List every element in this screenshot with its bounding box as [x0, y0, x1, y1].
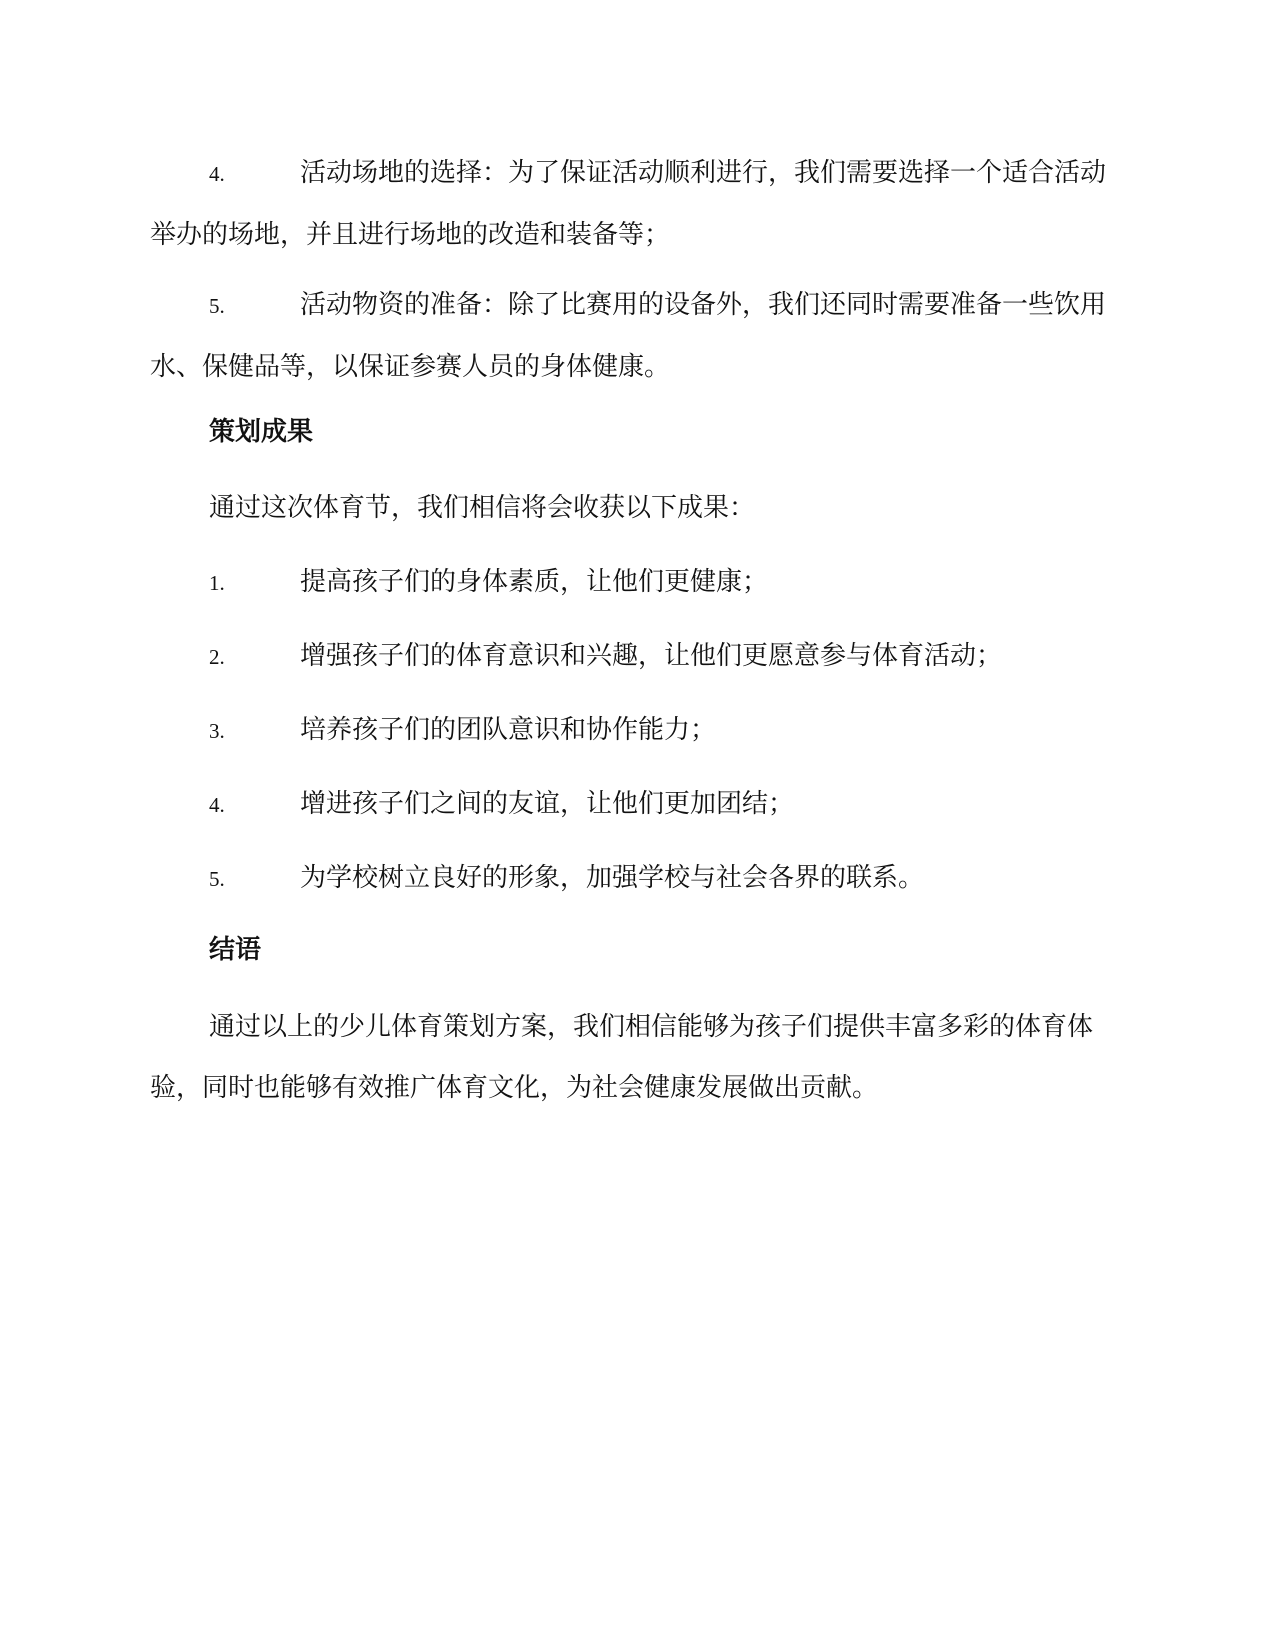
list-item — [150, 626, 1116, 688]
list-item-number: 5. — [209, 294, 225, 318]
section-heading-conclusion: 结语 — [209, 935, 262, 965]
list-item — [150, 143, 1116, 266]
list-item-text: 培养孩子们的团队意识和协作能力； — [300, 715, 717, 745]
results-intro: 通过这次体育节，我们相信将会收获以下成果： — [209, 493, 756, 523]
list-item — [150, 848, 1116, 910]
section-heading-results: 策划成果 — [209, 417, 314, 447]
list-item — [150, 275, 1116, 398]
list-item-number: 4. — [209, 162, 225, 186]
conclusion-paragraph: 通过以上的少儿体育策划方案，我们相信能够为孩子们提供丰富多彩的体育体验，同时也能够有效推广体育文化，为社会健康发展做出贡献。 — [150, 1012, 1094, 1103]
list-item — [150, 700, 1116, 762]
list-item-text: 增进孩子们之间的友谊，让他们更加团结； — [300, 789, 795, 819]
list-item-text: 为学校树立良好的形象，加强学校与社会各界的联系。 — [300, 863, 925, 893]
list-item-number: 4. — [209, 793, 225, 817]
list-item — [150, 774, 1116, 836]
list-item — [150, 552, 1116, 614]
list-item-text: 活动场地的选择：为了保证活动顺利进行，我们需要选择一个适合活动举办的场地，并且进行场地的改造和装备等； — [150, 158, 1107, 250]
list-item-number: 5. — [209, 867, 225, 891]
list-item-text: 增强孩子们的体育意识和兴趣，让他们更愿意参与体育活动； — [300, 641, 1003, 671]
list-item-number: 1. — [209, 571, 225, 595]
list-item-number: 3. — [209, 719, 225, 743]
list-item-text: 提高孩子们的身体素质，让他们更健康； — [300, 567, 769, 597]
list-item-text: 活动物资的准备：除了比赛用的设备外，我们还同时需要准备一些饮用水、保健品等，以保证参赛人员的身体健康。 — [150, 290, 1107, 382]
list-item-number: 2. — [209, 645, 225, 669]
